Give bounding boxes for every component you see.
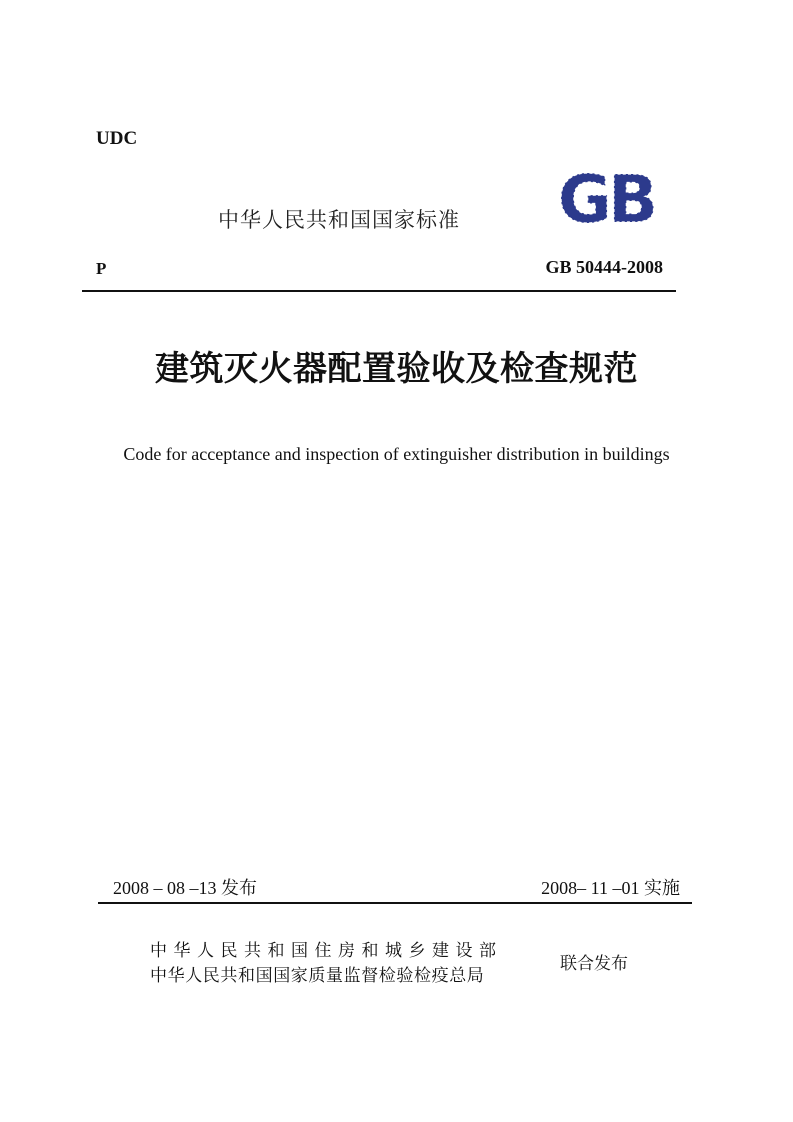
top-divider (82, 290, 676, 292)
publisher-ministry: 中华人民共和国住房和城乡建设部 (150, 941, 503, 961)
bottom-divider (98, 902, 692, 904)
title-english: Code for acceptance and inspection of extinguisher distribution in buildings (123, 444, 670, 464)
standard-type: 中华人民共和国国家标准 (218, 208, 460, 232)
implementation-date: 2008– 11 –01 实施 (541, 878, 680, 898)
issue-date: 2008 – 08 –13 发布 (113, 878, 257, 898)
publisher-aqsiq: 中华人民共和国国家质量监督检验检疫总局 (150, 966, 485, 986)
title-chinese: 建筑灭火器配置验收及检查规范 (155, 349, 638, 389)
standard-number: GB 50444-2008 (545, 257, 663, 277)
classification-code: P (96, 259, 107, 278)
udc-label: UDC (96, 128, 138, 149)
gb-logo-text: GB (557, 166, 655, 228)
joint-issue-label: 联合发布 (560, 954, 628, 974)
gb-logo (548, 166, 664, 228)
